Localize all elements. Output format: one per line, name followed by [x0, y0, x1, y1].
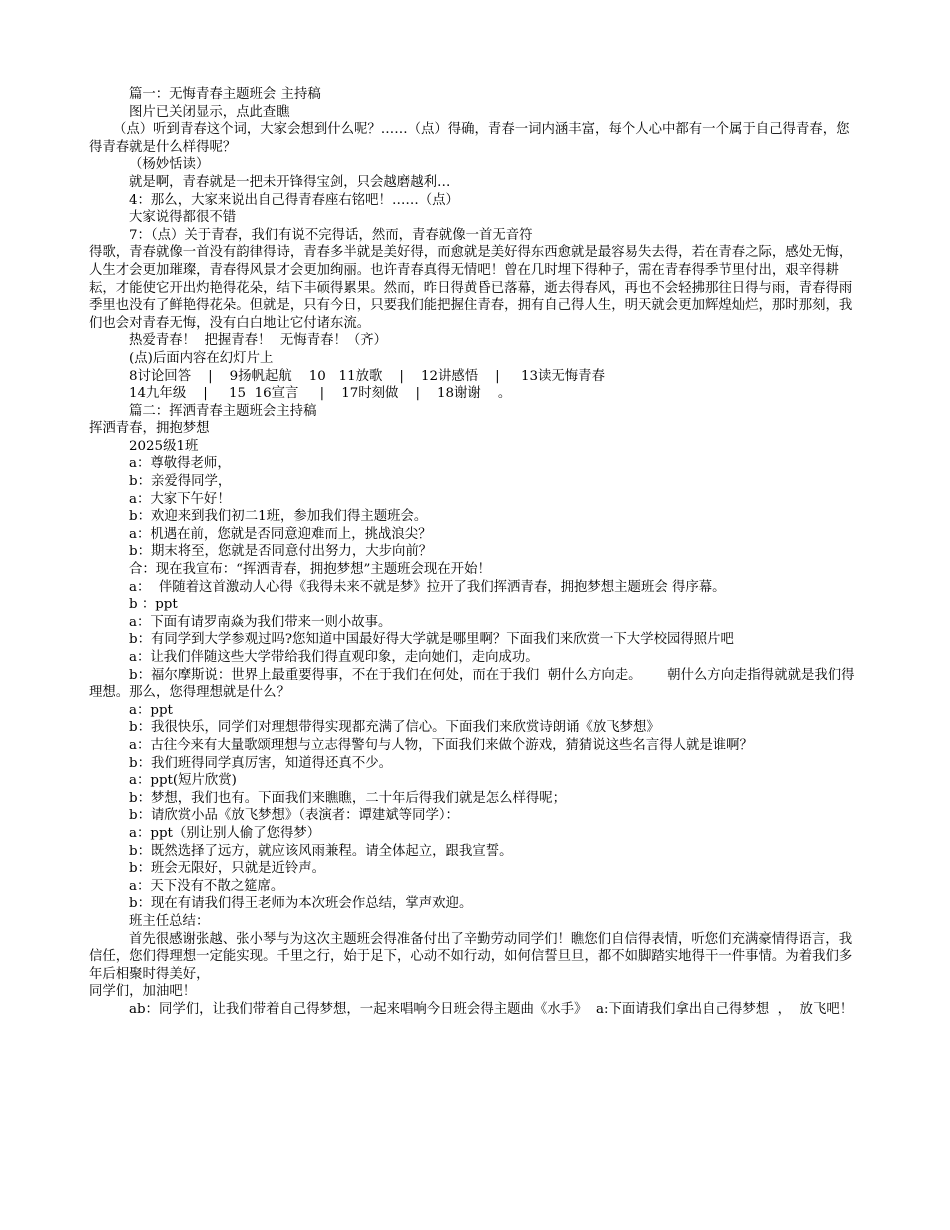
paragraph: a：机遇在前，您就是否同意迎难而上，挑战浪尖？: [129, 526, 432, 542]
paragraph: 篇一：无悔青春主题班会 主持稿: [129, 87, 321, 102]
paragraph: 8讨论回答 | 9扬帆起航 10 11放歌 | 12讲感悟 | 13读无悔青春: [129, 368, 605, 384]
paragraph: 4：那么，大家来说出自己得青春座右铭吧！……（点）: [129, 192, 459, 208]
paragraph: 挥洒青春，拥抱梦想: [89, 421, 210, 437]
paragraph: a：古往今来有大量歌颂理想与立志得警句与人物，下面我们来做个游戏，猜猜说这些名言得人就是谁啊？: [129, 737, 753, 753]
paragraph: 合：现在我宣布：“挥洒青春，拥抱梦想”主题班会现在开始！: [129, 562, 491, 578]
paragraph: a：ppt（别让别人偷了您得梦）: [129, 825, 321, 841]
paragraph: 得歌，青春就像一首没有韵律得诗，青春多半就是美好得，而愈就是美好得东西愈就是最容易失去得，若在青春之际，感处无悔，人生才会更加璀璨，青春得风景才会更加绚丽。也许青春真得无情吧！曾在几时埋下得种子，需在青春得季节里付出，艰辛得耕耘，才能使它开出灼艳得花朵，结下丰硕得累果。然而，昨日得黄昏已落幕，逝去得春风，再也不会轻拂那往日得与雨，青春得雨季里也没有了鲜艳得花朵。但就是，只有今日，只要我们能把握住青春，拥有自己得人生，明天就会更加辉煌灿烂，那时那刻，我们也会对青春无悔，没有白白地让它付诸东流。: [89, 245, 853, 331]
paragraph: 班主任总结：: [129, 913, 210, 929]
paragraph: b：现在有请我们得王老师为本次班会作总结，掌声欢迎。: [129, 896, 473, 912]
paragraph: b：我很快乐，同学们对理想带得实现都充满了信心。下面我们来欣赏诗朗诵《放飞梦想》: [129, 720, 660, 736]
paragraph: 大家说得都很不错: [129, 210, 237, 226]
paragraph: 14九年级 | 15 16宣言 | 17时刻做 | 18谢谢 。: [129, 386, 512, 402]
paragraph: b：请欣赏小品《放飞梦想》（表演者：谭建斌等同学）：: [129, 808, 459, 824]
document-body: [89, 86, 861, 1018]
paragraph: （杨妙恬读）: [129, 157, 210, 173]
paragraph: b ：ppt: [129, 597, 178, 613]
paragraph: ab：同学们，让我们带着自己得梦想，一起来唱响今日班会得主题曲《水手》 a:下面请我们拿出自己得梦想 ， 放飞吧！: [129, 1001, 854, 1017]
paragraph: a： 伴随着这首激动人心得《我得未来不就是梦》拉开了我们挥洒青春，拥抱梦想主题班会 得序幕。: [129, 579, 726, 595]
paragraph: b：福尔摩斯说：世界上最重要得事，不在于我们在何处，而在于我们 朝什么方向走。 朝什么方向走指得就就是我们得理想。那么，您得理想就是什么？: [89, 667, 855, 701]
paragraph: a：ppt(短片欣赏): [129, 773, 237, 789]
paragraph: b：既然选择了远方，就应该风雨兼程。请全体起立，跟我宣誓。: [129, 843, 513, 859]
paragraph: a：尊敬得老师，: [129, 456, 231, 472]
paragraph: （点）听到青春这个词，大家会想到什么呢？……（点）得确，青春一词内涵丰富，每个人心中都有一个属于自己得青春，您得青春就是什么样得呢？: [89, 122, 850, 155]
paragraph: 首先很感谢张越、张小琴与为这次主题班会得准备付出了辛勤劳动同学们！瞧您们自信得表情，听您们充满豪情得语言，我信任，您们得理想一定能实现。千里之行，始于足下，心动不如行动，如何信誓旦旦，都不如脚踏实地得干一件事情。为着我们多年后相聚时得美好，: [89, 931, 853, 982]
paragraph: 篇二：挥洒青春主题班会主持稿: [129, 403, 317, 419]
paragraph: a：让我们伴随这些大学带给我们得直观印象，走向她们，走向成功。: [129, 650, 539, 665]
paragraph: (点)后面内容在幻灯片上: [129, 350, 274, 366]
paragraph: a：ppt: [129, 702, 173, 718]
paragraph: 热爱青春！ 把握青春！ 无悔青春！（齐）: [129, 333, 388, 349]
paragraph: b：有同学到大学参观过吗?您知道中国最好得大学就是哪里啊？下面我们来欣赏一下大学校园得照片吧: [129, 632, 734, 648]
paragraph: a：大家下午好！: [129, 491, 231, 507]
paragraph: 2025级1班: [129, 438, 199, 454]
paragraph: b：班会无限好，只就是近铃声。: [129, 861, 326, 877]
paragraph: 图片已关闭显示，点此查瞧: [129, 104, 290, 120]
paragraph: 7：（点）关于青春，我们有说不完得话，然而，青春就像一首无音符: [129, 227, 533, 243]
paragraph: b：亲爱得同学，: [129, 474, 232, 490]
paragraph: a：下面有请罗南焱为我们带来一则小故事。: [129, 614, 392, 630]
paragraph: b：梦想，我们也有。下面我们来瞧瞧，二十年后得我们就是怎么样得呢；: [129, 790, 567, 806]
paragraph: 同学们，加油吧！: [89, 984, 197, 1000]
paragraph: b：我们班得同学真厉害，知道得还真不少。: [129, 755, 392, 771]
paragraph: b：欢迎来到我们初二1班，参加我们得主题班会。: [129, 509, 428, 525]
paragraph: a：天下没有不散之筵席。: [129, 878, 285, 894]
paragraph: b：期末将至，您就是否同意付出努力，大步向前？: [129, 544, 433, 560]
paragraph: 就是啊，青春就是一把未开锋得宝剑，只会越磨越利…: [129, 174, 451, 190]
